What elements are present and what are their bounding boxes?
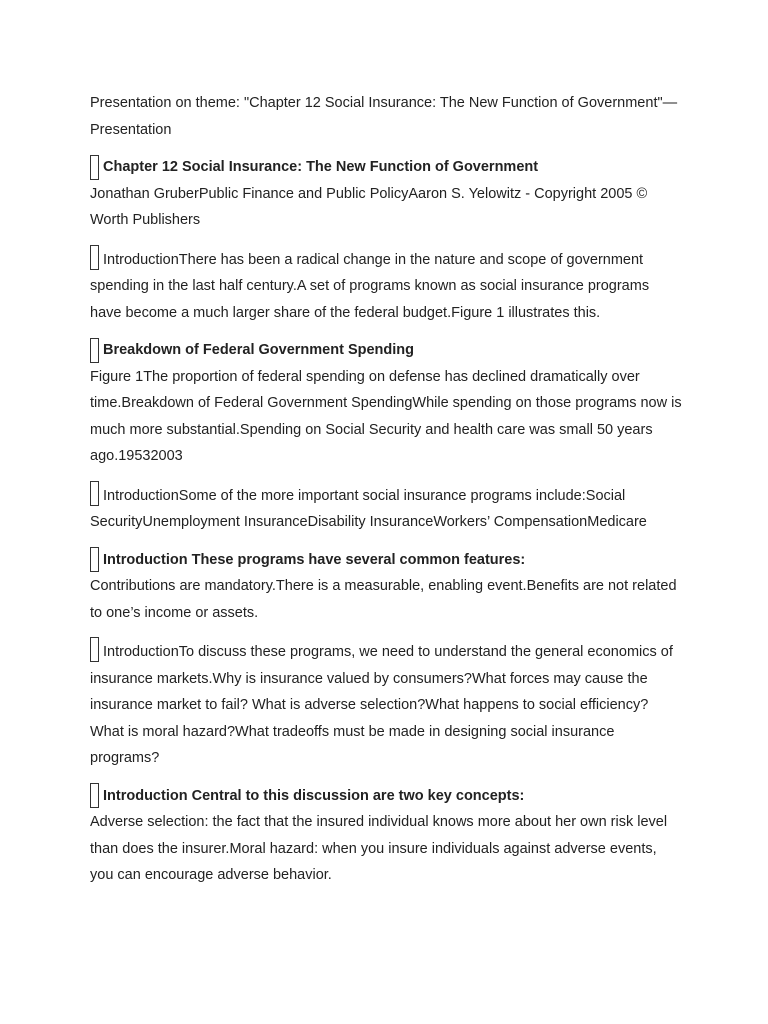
- slide-text-block: [90, 481, 682, 536]
- slide-1: [90, 154, 682, 234]
- slide-title-row: [90, 783, 682, 810]
- slide-7: [90, 783, 682, 889]
- slide-4: [90, 481, 682, 536]
- slide-marker-icon: [90, 547, 99, 572]
- page-header: Presentation on theme: "Chapter 12 Social Insurance: The New Function of Government"— Presentation: [90, 95, 678, 138]
- slide-title-row: [90, 154, 682, 181]
- slide-2: [90, 245, 682, 327]
- slide-text-block: [90, 245, 682, 327]
- slide-text: IntroductionThere has been a radical change in the nature and scope of government spending in the last half century.A set of programs known as social insurance programs have become a much larger share of the federal budget.Figure 1 illustrates this.: [90, 251, 650, 321]
- slide-title: Chapter 12 Social Insurance: The New Function of Government: [103, 159, 539, 175]
- slide-3: [90, 337, 682, 470]
- slide-marker-icon: [90, 481, 99, 506]
- slide-marker-icon: [90, 637, 99, 662]
- slide-title: Breakdown of Federal Government Spending: [103, 342, 414, 358]
- slide-body: Figure 1The proportion of federal spending on defense has declined dramatically over time.Breakdown of Federal Government SpendingWhile spending on those programs now is much more substantial.Spending on Social Security and health care was small 50 years ago.19532003: [90, 368, 682, 464]
- slide-text-block: [90, 637, 682, 772]
- slide-body: Adverse selection: the fact that the insured individual knows more about her own risk level than does the insurer.Moral hazard: when you insure individuals against adverse events, you can encourage adverse behavior.: [90, 814, 668, 883]
- slide-title-row: [90, 337, 682, 364]
- slide-text: IntroductionSome of the more important social insurance programs include:Social SecurityUnemployment InsuranceDisability InsuranceWorkers’ CompensationMedicare: [90, 487, 647, 530]
- slide-marker-icon: [90, 783, 99, 808]
- slide-marker-icon: [90, 155, 99, 180]
- slide-title-row: [90, 547, 682, 574]
- slide-5: [90, 547, 682, 627]
- slide-text: IntroductionTo discuss these programs, we need to understand the general economics of insurance markets.Why is insurance valued by consumers?What forces may cause the insurance market to fail? What is adverse selection?What happens to social efficiency? What is moral hazard?What tradeoffs must be made in designing social insurance programs?: [90, 644, 673, 766]
- slide-marker-icon: [90, 338, 99, 363]
- slide-6: [90, 637, 682, 772]
- document-page: [90, 90, 682, 889]
- slide-title: Introduction Central to this discussion are two key concepts:: [103, 787, 525, 804]
- slide-title: Introduction These programs have several common features:: [103, 551, 526, 568]
- slide-body: Contributions are mandatory.There is a measurable, enabling event.Benefits are not related to one’s income or assets.: [90, 578, 677, 621]
- slide-marker-icon: [90, 245, 99, 270]
- slide-body: Jonathan GruberPublic Finance and Public PolicyAaron S. Yelowitz - Copyright 2005 © Worth Publishers: [90, 185, 648, 228]
